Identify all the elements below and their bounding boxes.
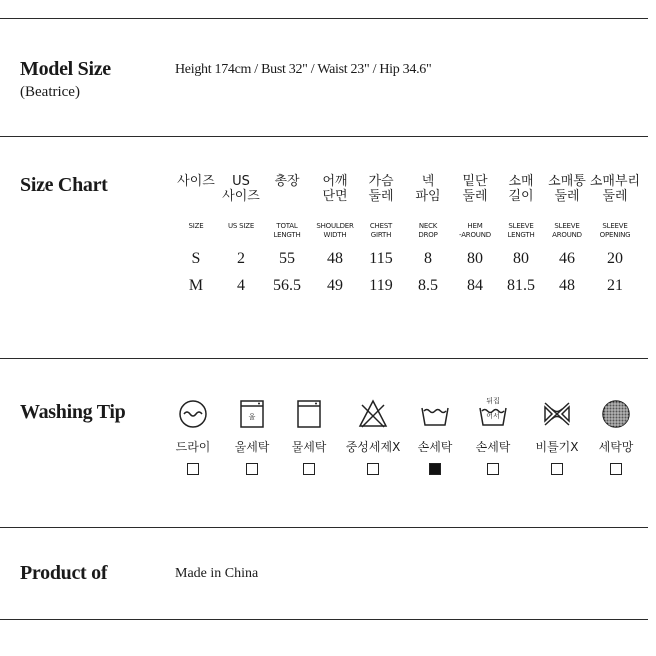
checkbox[interactable]	[367, 463, 379, 475]
size-cell: 46	[559, 250, 575, 267]
divider-1	[0, 136, 648, 137]
checkbox[interactable]	[187, 463, 199, 475]
size-cell: 2	[237, 250, 245, 267]
washing-item	[163, 396, 223, 475]
column-header-kr-line2: 파임	[415, 189, 441, 204]
size-cell: 20	[607, 250, 623, 267]
size-cell: 8	[424, 250, 432, 267]
washing-label: 드라이	[175, 440, 211, 454]
column-header-en-line2: OPENING	[599, 231, 631, 239]
checkbox[interactable]	[487, 463, 499, 475]
size-cell: 49	[327, 277, 343, 294]
washing-label: 비틀기X	[535, 440, 579, 454]
icon-text: 뒤집	[486, 397, 500, 405]
column-header-kr-line1: 밑단	[462, 174, 488, 189]
column-header-kr-line1: 가슴	[368, 174, 394, 189]
inside-out-wash-icon	[475, 396, 511, 432]
washing-item	[586, 396, 646, 475]
column-header-en-line1: TOTAL	[276, 222, 298, 230]
washing-label: 손세탁	[417, 440, 453, 454]
laundry-net-icon	[598, 396, 634, 432]
column-header-kr-line2: 길이	[508, 189, 534, 204]
divider-2	[0, 358, 648, 359]
washing-item	[279, 396, 339, 475]
checkbox[interactable]	[551, 463, 563, 475]
divider-3	[0, 527, 648, 528]
washing-label: 세탁망	[598, 440, 634, 454]
size-cell: 81.5	[507, 277, 535, 294]
column-header-en-line2: LENGTH	[273, 231, 301, 239]
column-header-en-line1: SIZE	[188, 222, 204, 230]
size-cell: 115	[369, 250, 393, 267]
column-header-kr-line1: 어깨	[322, 174, 348, 189]
washing-item	[463, 396, 523, 475]
no-wring-icon	[539, 396, 575, 432]
product-of-title: Product of	[20, 562, 108, 584]
washing-item	[405, 396, 465, 475]
column-header-en-line1: SLEEVE	[508, 222, 534, 230]
column-header-en-line2: DROP	[418, 231, 438, 239]
column-header-kr-line1: US	[232, 174, 250, 189]
column-header-kr-line2: 사이즈	[222, 189, 260, 204]
washing-tip-title: Washing Tip	[20, 401, 126, 423]
size-cell: 55	[279, 250, 295, 267]
column-header-kr-line1: 소매	[508, 174, 534, 189]
size-cell: 4	[237, 277, 245, 294]
size-cell: 119	[369, 277, 393, 294]
model-measurements: Height 174cm / Bust 32" / Waist 23" / Hip 34.6"	[175, 62, 432, 77]
hand-wash-icon	[417, 396, 453, 432]
divider-bottom	[0, 619, 648, 620]
size-column	[587, 174, 643, 295]
model-size-title: Model Size	[20, 58, 111, 80]
column-header-kr-line2: 둘레	[554, 189, 580, 204]
product-origin: Made in China	[175, 566, 259, 581]
washing-label: 물세탁	[291, 440, 327, 454]
size-cell: 48	[559, 277, 575, 294]
divider-top	[0, 18, 648, 19]
column-header-en-line2: LENGTH	[507, 231, 535, 239]
no-bleach-icon	[355, 396, 391, 432]
column-header-kr	[587, 174, 643, 206]
icon-text: 어서	[486, 412, 500, 420]
checkbox[interactable]	[610, 463, 622, 475]
washing-label: 손세탁	[475, 440, 511, 454]
column-header-en-line1: SLEEVE	[602, 222, 628, 230]
column-header-en	[587, 222, 643, 252]
column-header-en-line1: CHEST	[369, 222, 393, 230]
size-cell: 48	[327, 250, 343, 267]
icon-text: 울	[248, 413, 256, 421]
checkbox[interactable]	[246, 463, 258, 475]
washing-item	[527, 396, 587, 475]
column-header-kr-line2: 둘레	[602, 189, 628, 204]
size-cell: 80	[467, 250, 483, 267]
washing-label: 중성세제X	[345, 440, 401, 454]
size-cell: S	[191, 250, 201, 267]
column-header-en-line1: SHOULDER	[316, 222, 354, 230]
column-header-kr-line2: 둘레	[462, 189, 488, 204]
column-header-en-line2: WIDTH	[323, 231, 347, 239]
checkbox-checked[interactable]	[429, 463, 441, 475]
column-header-en-line2: -AROUND	[459, 231, 491, 239]
column-header-en-line1: HEM	[467, 222, 483, 230]
water-wash-icon	[291, 396, 327, 432]
wool-wash-icon	[234, 396, 270, 432]
washing-item	[222, 396, 282, 475]
size-cell: 84	[467, 277, 483, 294]
column-header-en-line2: GIRTH	[370, 231, 392, 239]
column-header-en-line2: AROUND	[552, 231, 582, 239]
column-header-kr-line1: 소매부리	[589, 174, 641, 189]
size-cell: 8.5	[418, 277, 438, 294]
column-header-kr-line2: 둘레	[368, 189, 394, 204]
column-header-kr-line1: 넥	[421, 174, 435, 189]
washing-item	[343, 396, 403, 475]
size-cell: 56.5	[273, 277, 301, 294]
column-header-kr-line2: 단면	[322, 189, 348, 204]
washing-label: 울세탁	[234, 440, 270, 454]
column-header-kr-line1: 소매통	[548, 174, 586, 189]
size-cell: M	[188, 277, 204, 294]
column-header-en-line1: SLEEVE	[554, 222, 580, 230]
size-cell: 80	[513, 250, 529, 267]
model-name: (Beatrice)	[20, 84, 80, 100]
size-chart-title: Size Chart	[20, 174, 108, 196]
column-header-en-line1: US SIZE	[227, 222, 255, 230]
checkbox[interactable]	[303, 463, 315, 475]
column-header-kr-line1: 총장	[274, 174, 300, 189]
column-header-en-line1: NECK	[418, 222, 438, 230]
dry-clean-icon	[175, 396, 211, 432]
size-cell: 21	[607, 277, 623, 294]
column-header-kr-line1: 사이즈	[177, 174, 215, 189]
